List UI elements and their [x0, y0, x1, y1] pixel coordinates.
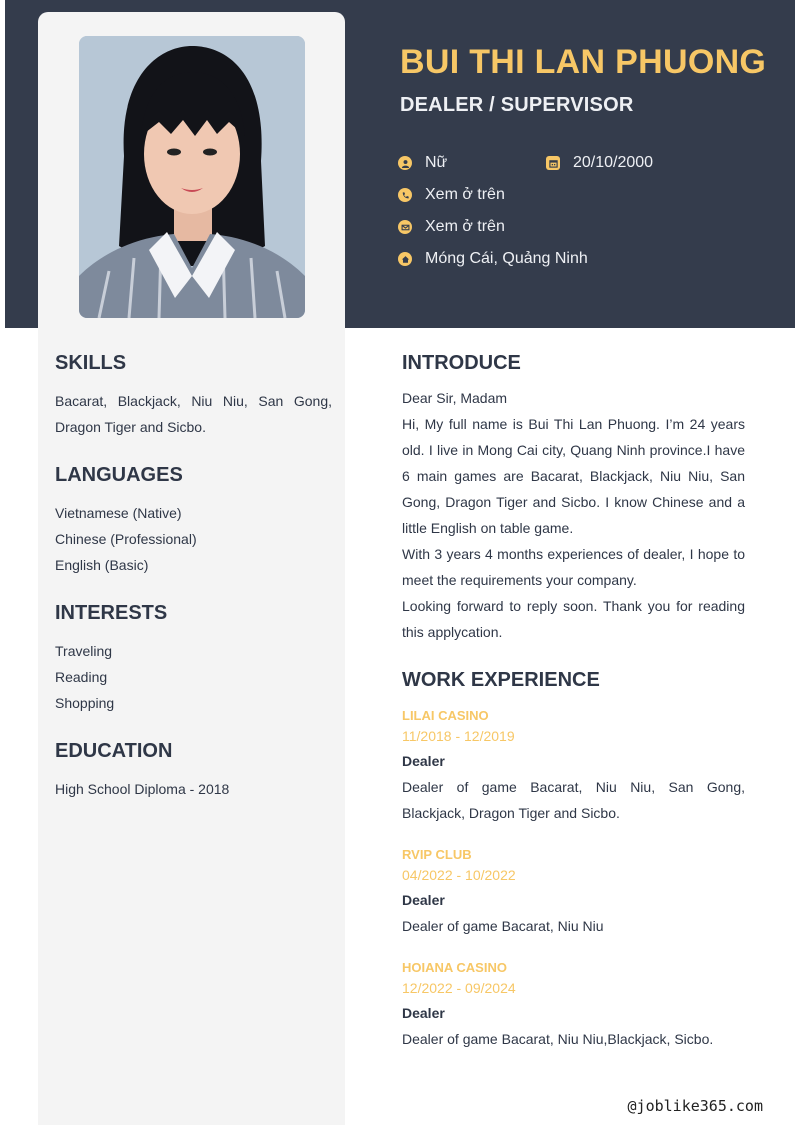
- job-role: Dealer: [402, 753, 445, 769]
- job-role: Dealer: [402, 892, 445, 908]
- job-description: Dealer of game Bacarat, Niu Niu,Blackjack, Sicbo.: [402, 1031, 714, 1047]
- job-company: HOIANA CASINO: [402, 960, 507, 975]
- profile-photo: [79, 36, 305, 318]
- introduce-heading: INTRODUCE: [402, 352, 521, 374]
- job-description: Dealer of game Bacarat, Niu Niu: [402, 918, 604, 934]
- candidate-title: DEALER / SUPERVISOR: [400, 94, 634, 116]
- gender-info: [398, 154, 447, 172]
- education-heading: EDUCATION: [55, 740, 173, 762]
- job-dates: 04/2022 - 10/2022: [402, 867, 516, 883]
- job-entry: [402, 846, 745, 939]
- work-experience-heading: WORK EXPERIENCE: [402, 669, 600, 691]
- skills-text: Bacarat, Blackjack, Niu Niu, San Gong, Dragon Tiger and Sicbo.: [55, 393, 332, 435]
- list-item: Reading: [55, 669, 108, 685]
- phone-value: Xem ở trên: [425, 186, 505, 203]
- job-dates: 12/2022 - 09/2024: [402, 980, 516, 996]
- calendar-icon: [546, 156, 560, 170]
- phone-info: [398, 186, 505, 204]
- job-entry: [402, 959, 745, 1052]
- user-icon: [398, 156, 412, 170]
- interests-list: [55, 638, 114, 716]
- intro-paragraph: Looking forward to reply soon. Thank you for reading this applycation.: [402, 598, 745, 640]
- list-item: High School Diploma - 2018: [55, 781, 230, 797]
- address-info: [398, 250, 588, 268]
- languages-heading: LANGUAGES: [55, 464, 183, 486]
- email-info: [398, 218, 505, 236]
- job-company: LILAI CASINO: [402, 708, 489, 723]
- job-entry: [402, 707, 745, 826]
- skills-heading: SKILLS: [55, 352, 127, 374]
- intro-paragraph: With 3 years 4 months experiences of dealer, I hope to meet the requirements your company.: [402, 546, 745, 588]
- candidate-name: BUI THI LAN PHUONG: [400, 43, 767, 81]
- job-dates: 11/2018 - 12/2019: [402, 728, 515, 744]
- job-company: RVIP CLUB: [402, 847, 472, 862]
- education-list: [55, 776, 229, 802]
- address-value: Móng Cái, Quảng Ninh: [425, 250, 588, 267]
- job-role: Dealer: [402, 1005, 445, 1021]
- job-description: Dealer of game Bacarat, Niu Niu, San Gong, Blackjack, Dragon Tiger and Sicbo.: [402, 779, 745, 821]
- dob-info: [546, 154, 653, 172]
- dob-value: 20/10/2000: [573, 154, 654, 171]
- phone-icon: [398, 188, 412, 202]
- list-item: Traveling: [55, 643, 113, 659]
- list-item: Shopping: [55, 695, 115, 711]
- home-icon: [398, 252, 412, 266]
- watermark: @joblike365.com: [627, 1097, 763, 1115]
- list-item: English (Basic): [55, 557, 149, 573]
- intro-paragraph: Hi, My full name is Bui Thi Lan Phuong. I’m 24 years old. I live in Mong Cai city, Quang Ninh province.I have 6 main games are Bacarat, Blackjack, Niu Niu, San Gong, Dragon Tiger and Sicbo. I know Chinese and a little English on table game.: [402, 416, 745, 536]
- gender-value: Nữ: [425, 154, 448, 171]
- interests-heading: INTERESTS: [55, 602, 168, 624]
- list-item: Chinese (Professional): [55, 531, 197, 547]
- mail-icon: [398, 220, 412, 234]
- languages-list: [55, 500, 197, 578]
- introduce-body: [402, 388, 745, 645]
- intro-greeting: Dear Sir, Madam: [402, 390, 508, 406]
- list-item: Vietnamese (Native): [55, 505, 182, 521]
- email-value: Xem ở trên: [425, 218, 505, 235]
